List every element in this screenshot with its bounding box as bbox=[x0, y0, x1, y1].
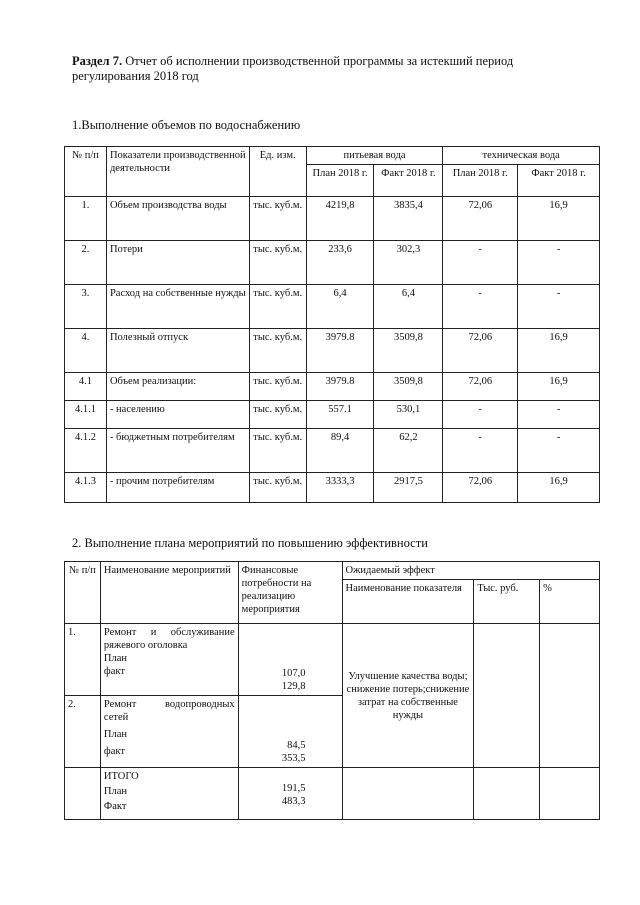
total-plan-label: План bbox=[103, 786, 128, 797]
row-number: 4.1.2 bbox=[65, 429, 107, 473]
table-row bbox=[65, 241, 600, 285]
row-number: 4.1 bbox=[65, 373, 107, 401]
row-unit: тыс. куб.м. bbox=[249, 401, 306, 429]
total-plan-value: 191,5 bbox=[281, 783, 306, 794]
header-plan: План 2018 г. bbox=[306, 165, 374, 197]
technical-plan-value: - bbox=[443, 241, 518, 285]
row1-name: Ремонт и обслуживание ряжевого оголовка bbox=[103, 627, 235, 651]
total-fact-value: 483,3 bbox=[281, 796, 306, 807]
effect-pct-cell bbox=[540, 624, 600, 768]
header-indicator: Показатели производственной деятельности bbox=[106, 147, 249, 197]
row-unit: тыс. куб.м. bbox=[249, 429, 306, 473]
row-number: 4.1.3 bbox=[65, 473, 107, 503]
header-technical-water: техническая вода bbox=[443, 147, 600, 165]
technical-fact-value: 16,9 bbox=[518, 373, 600, 401]
row1-event bbox=[100, 624, 238, 696]
total-fact-label: Факт bbox=[103, 801, 127, 812]
drinking-fact-value: 3835,4 bbox=[374, 197, 443, 241]
table-row bbox=[65, 329, 600, 373]
technical-fact-value: - bbox=[518, 401, 600, 429]
row2-plan-value: 84,5 bbox=[287, 740, 306, 751]
row-unit: тыс. куб.м. bbox=[249, 329, 306, 373]
technical-plan-value: 72,06 bbox=[443, 373, 518, 401]
technical-plan-value: 72,06 bbox=[443, 329, 518, 373]
header-thousand-rub: Тыс. руб. bbox=[474, 580, 540, 624]
effect-rub-cell bbox=[474, 624, 540, 768]
header-indicator-name: Наименование показателя bbox=[342, 580, 474, 624]
technical-fact-value: 16,9 bbox=[518, 329, 600, 373]
header-unit: Ед. изм. bbox=[249, 147, 306, 197]
technical-plan-value: 72,06 bbox=[443, 197, 518, 241]
table1-caption: 1.Выполнение объемов по водоснабжению bbox=[72, 118, 301, 132]
total-label: ИТОГО bbox=[103, 771, 139, 782]
row-indicator: Потери bbox=[106, 241, 249, 285]
header-fact: Факт 2018 г. bbox=[374, 165, 443, 197]
total-effect-cell bbox=[342, 768, 474, 820]
drinking-fact-value: 6,4 bbox=[374, 285, 443, 329]
row-number: 4. bbox=[65, 329, 107, 373]
row-unit: тыс. куб.м. bbox=[249, 373, 306, 401]
technical-plan-value: - bbox=[443, 285, 518, 329]
drinking-plan-value: 4219,8 bbox=[306, 197, 374, 241]
drinking-fact-value: 3509,8 bbox=[374, 373, 443, 401]
technical-fact-value: 16,9 bbox=[518, 197, 600, 241]
water-supply-table bbox=[64, 146, 600, 503]
row2-plan-label: План bbox=[103, 729, 128, 740]
header-percent: % bbox=[540, 580, 600, 624]
row1-plan-value: 107,0 bbox=[281, 668, 306, 679]
row-unit: тыс. куб.м. bbox=[249, 241, 306, 285]
row1-fact-label: факт bbox=[103, 666, 125, 677]
technical-fact-value: - bbox=[518, 285, 600, 329]
total-no bbox=[65, 768, 101, 820]
row-number: 3. bbox=[65, 285, 107, 329]
drinking-plan-value: 3979.8 bbox=[306, 329, 374, 373]
row2-fact-label: факт bbox=[103, 746, 125, 757]
drinking-fact-value: 530,1 bbox=[374, 401, 443, 429]
row-number: 1. bbox=[65, 197, 107, 241]
row-number: 2. bbox=[65, 241, 107, 285]
table-row bbox=[65, 473, 600, 503]
row-unit: тыс. куб.м. bbox=[249, 285, 306, 329]
row1-finance bbox=[238, 624, 342, 696]
total-rub-cell bbox=[474, 768, 540, 820]
drinking-plan-value: 89,4 bbox=[306, 429, 374, 473]
technical-fact-value: - bbox=[518, 429, 600, 473]
header-fact: Факт 2018 г. bbox=[518, 165, 600, 197]
row-indicator: Расход на собственные нужды bbox=[106, 285, 249, 329]
total-finance bbox=[238, 768, 342, 820]
table-row bbox=[65, 373, 600, 401]
total-event bbox=[100, 768, 238, 820]
row2-no: 2. bbox=[65, 696, 101, 768]
row-number: 4.1.1 bbox=[65, 401, 107, 429]
drinking-plan-value: 6,4 bbox=[306, 285, 374, 329]
drinking-plan-value: 557.1 bbox=[306, 401, 374, 429]
header-plan: План 2018 г. bbox=[443, 165, 518, 197]
table-row bbox=[65, 285, 600, 329]
efficiency-table bbox=[64, 561, 600, 820]
table-row bbox=[65, 429, 600, 473]
technical-fact-value: - bbox=[518, 241, 600, 285]
row2-event bbox=[100, 696, 238, 768]
row-unit: тыс. куб.м. bbox=[249, 473, 306, 503]
technical-plan-value: - bbox=[443, 429, 518, 473]
row-indicator: - бюджетным потребителям bbox=[106, 429, 249, 473]
row-unit: тыс. куб.м. bbox=[249, 197, 306, 241]
row2-finance bbox=[238, 696, 342, 768]
row1-no: 1. bbox=[65, 624, 101, 696]
technical-plan-value: 72,06 bbox=[443, 473, 518, 503]
drinking-plan-value: 3333,3 bbox=[306, 473, 374, 503]
total-pct-cell bbox=[540, 768, 600, 820]
header-no: № п/п bbox=[65, 147, 107, 197]
table-row bbox=[65, 401, 600, 429]
row2-fact-value: 353,5 bbox=[281, 753, 306, 764]
table2-caption: 2. Выполнение плана мероприятий по повышению эффективности bbox=[72, 536, 428, 550]
drinking-fact-value: 302,3 bbox=[374, 241, 443, 285]
row-indicator: - населению bbox=[106, 401, 249, 429]
header-drinking-water: питьевая вода bbox=[306, 147, 443, 165]
drinking-fact-value: 3509,8 bbox=[374, 329, 443, 373]
effect-description: Улучшение качества воды; снижение потерь;снижение затрат на собственные нужды bbox=[342, 624, 474, 768]
row1-fact-value: 129,8 bbox=[281, 681, 306, 692]
header-financing: Финансовые потребности на реализацию мероприятия bbox=[238, 562, 342, 624]
drinking-fact-value: 62,2 bbox=[374, 429, 443, 473]
header-expected-effect: Ожидаемый эффект bbox=[342, 562, 599, 580]
technical-fact-value: 16,9 bbox=[518, 473, 600, 503]
header-no: № п/п bbox=[65, 562, 101, 624]
row2-name: Ремонт водопроводных сетей bbox=[103, 699, 235, 723]
drinking-fact-value: 2917,5 bbox=[374, 473, 443, 503]
row1-plan-label: План bbox=[103, 653, 128, 664]
row-indicator: Объем реализации: bbox=[106, 373, 249, 401]
header-event-name: Наименование мероприятий bbox=[100, 562, 238, 624]
section-title: Отчет об исполнении производственной программы за истекший период регулирования 2018 год bbox=[72, 54, 514, 83]
table-row bbox=[65, 197, 600, 241]
section-heading bbox=[72, 54, 592, 84]
technical-plan-value: - bbox=[443, 401, 518, 429]
row-indicator: Объем производства воды bbox=[106, 197, 249, 241]
drinking-plan-value: 233,6 bbox=[306, 241, 374, 285]
row-indicator: Полезный отпуск bbox=[106, 329, 249, 373]
row-indicator: - прочим потребителям bbox=[106, 473, 249, 503]
drinking-plan-value: 3979.8 bbox=[306, 373, 374, 401]
section-number: Раздел 7. bbox=[72, 54, 123, 68]
